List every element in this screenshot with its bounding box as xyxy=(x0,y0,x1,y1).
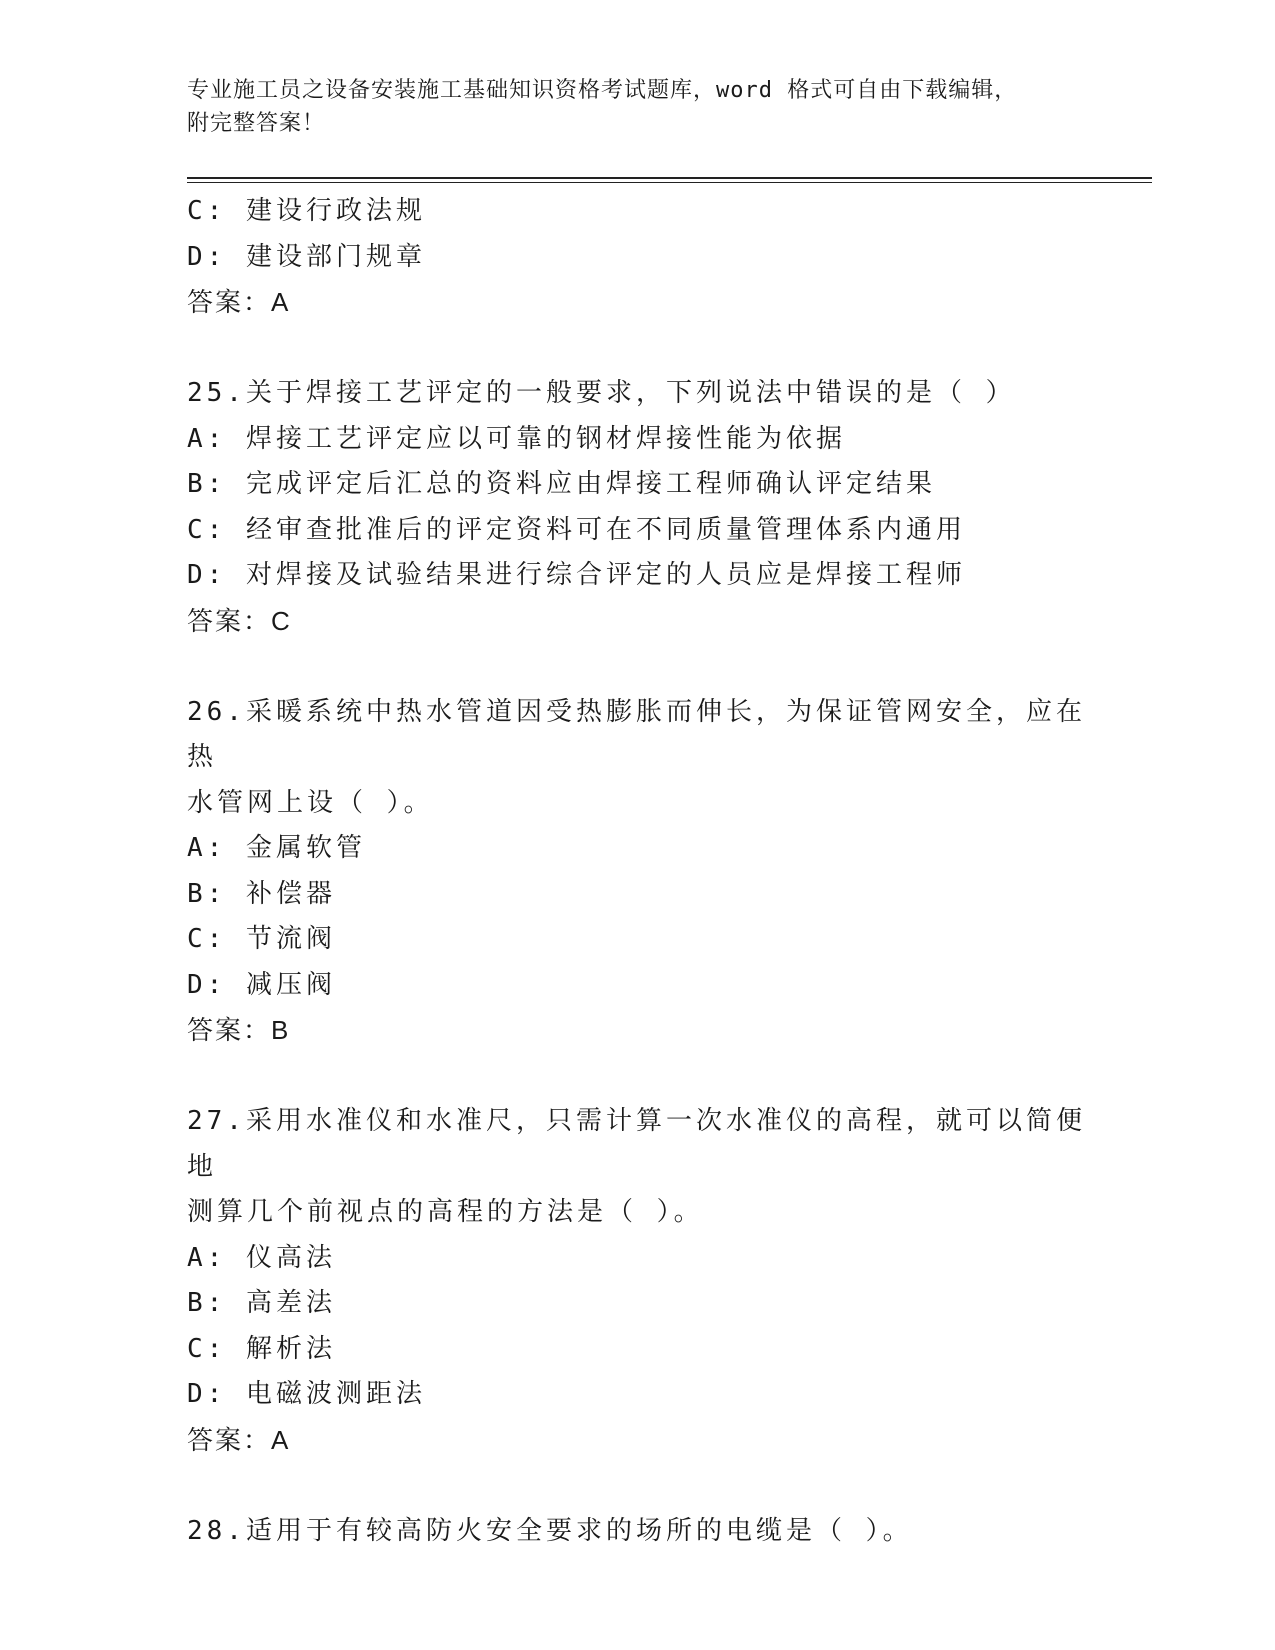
header-divider-thin xyxy=(187,182,1152,183)
spacer xyxy=(187,326,1087,372)
question-stem: 28.适用于有较高防火安全要求的场所的电缆是（ ）。 xyxy=(187,1515,913,1546)
option-a: A: 金属软管 xyxy=(187,833,366,863)
option-c: C: 解析法 xyxy=(187,1333,336,1364)
answer-line: 答案：A xyxy=(187,287,291,317)
answer-line: 答案：C xyxy=(187,605,292,636)
header-line-2: 附完整答案！ xyxy=(187,111,326,136)
header-line-1: 专业施工员之设备安装施工基础知识资格考试题库，word 格式可自由下载编辑， xyxy=(187,78,1018,103)
option-d: D: 对焊接及试验结果进行综合评定的人员应是焊接工程师 xyxy=(187,560,966,590)
question-28 xyxy=(187,1509,1087,1555)
spacer xyxy=(187,1054,1087,1100)
option-b: B: 高差法 xyxy=(187,1288,336,1318)
header-divider-thick xyxy=(187,177,1152,179)
question-stem: 25.关于焊接工艺评定的一般要求，下列说法中错误的是（ ） xyxy=(187,378,1016,408)
spacer xyxy=(187,1463,1087,1509)
option-c: C: 节流阀 xyxy=(187,924,336,954)
spacer xyxy=(187,644,1087,690)
question-stem-line-1: 26.采暖系统中热水管道因受热膨胀而伸长，为保证管网安全，应在热 xyxy=(187,696,1086,772)
question-stem-line-2: 水管网上设（ ）。 xyxy=(187,787,434,818)
question-27 xyxy=(187,1099,1087,1463)
option-d: D: 电磁波测距法 xyxy=(187,1379,426,1409)
answer-line: 答案：B xyxy=(187,1015,291,1045)
question-stem-line-2: 测算几个前视点的高程的方法是（ ）。 xyxy=(187,1197,704,1227)
document-body xyxy=(187,189,1087,1554)
option-b: B: 完成评定后汇总的资料应由焊接工程师确认评定结果 xyxy=(187,469,936,499)
question-25 xyxy=(187,371,1087,644)
question-24-tail xyxy=(187,189,1087,326)
document-header xyxy=(187,74,1087,140)
option-b: B: 补偿器 xyxy=(187,878,336,909)
option-c: C: 经审查批准后的评定资料可在不同质量管理体系内通用 xyxy=(187,514,966,545)
answer-line: 答案：A xyxy=(187,1424,291,1455)
option-d: D: 减压阀 xyxy=(187,969,336,1000)
option-a: A: 仪高法 xyxy=(187,1242,336,1273)
option-c: C: 建设行政法规 xyxy=(187,196,426,226)
question-stem-line-1: 27.采用水准仪和水准尺，只需计算一次水准仪的高程，就可以简便地 xyxy=(187,1106,1086,1182)
option-a: A: 焊接工艺评定应以可靠的钢材焊接性能为依据 xyxy=(187,423,846,454)
option-d: D: 建设部门规章 xyxy=(187,241,426,272)
question-26 xyxy=(187,690,1087,1054)
